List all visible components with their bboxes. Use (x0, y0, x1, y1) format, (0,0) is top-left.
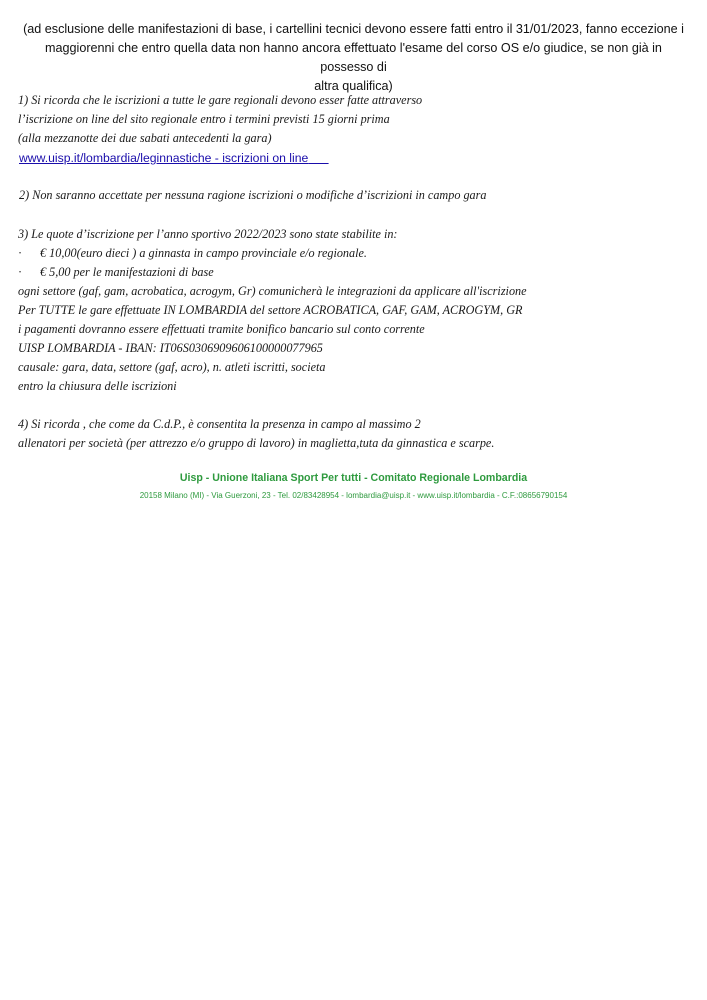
footer-address: 20158 Milano (MI) - Via Guerzoni, 23 - Tel. 02/83428954 - lombardia@uisp.it - www.uisp.it/lombardia - C.F.:08656790154 (139, 491, 568, 500)
section-3-line-9: entro la chiusura delle iscrizioni (18, 379, 177, 393)
link-underline-tail (308, 151, 328, 165)
bullet-dot: · (18, 246, 23, 260)
intro-line-3: altra qualifica) (314, 79, 393, 93)
intro-line-2: maggiorenni che entro quella data non hanno ancora effettuato l'esame del corso OS e/o giudice, se non già in possesso di (45, 41, 662, 74)
section-1-line-1: 1) Si ricorda che le iscrizioni a tutte le gare regionali devono esser fatte attraverso (18, 93, 423, 107)
footer-organization: Uisp - Unione Italiana Sport Per tutti - Comitato Regionale Lombardia (179, 472, 528, 484)
section-1-line-2: l’iscrizione on line del sito regionale entro i termini previsti 15 giorni prima (18, 112, 390, 126)
section-3-line-6: i pagamenti dovranno essere effettuati tramite bonifico bancario sul conto corrente (18, 322, 425, 336)
fee-bullet-2-text: € 5,00 per le manifestazioni di base (40, 265, 214, 279)
section-4-line-1: 4) Si ricorda , che come da C.d.P., è consentita la presenza in campo al massimo 2 (18, 417, 421, 431)
registration-link-line (19, 150, 329, 166)
fee-bullet-2 (18, 264, 214, 280)
section-3-line-5: Per TUTTE le gare effettuate IN LOMBARDIA del settore ACROBATICA, GAF, GAM, ACROGYM, GR (18, 303, 523, 317)
fee-bullet-1 (18, 245, 367, 261)
section-1-line-3: (alla mezzanotte dei due sabati antecedenti la gara) (18, 131, 272, 145)
bullet-dot: · (18, 265, 23, 279)
intro-line-1: (ad esclusione delle manifestazioni di base, i cartellini tecnici devono essere fatti entro il 31/01/2023, fanno eccezione i (23, 22, 684, 36)
section-3-line-4: ogni settore (gaf, gam, acrobatica, acrogym, Gr) comunicherà le integrazioni da applicare all'iscrizione (18, 284, 527, 298)
intro-note (20, 20, 687, 96)
fee-bullet-1-text: € 10,00(euro dieci ) a ginnasta in campo provinciale e/o regionale. (40, 246, 367, 260)
section-3-line-8: causale: gara, data, settore (gaf, acro), n. atleti iscritti, societa (18, 360, 326, 374)
iban-line: UISP LOMBARDIA - IBAN: IT06S0306909606100000077965 (18, 341, 323, 355)
section-4-line-2: allenatori per società (per attrezzo e/o gruppo di lavoro) in maglietta,tuta da ginnastica e scarpe. (18, 436, 495, 450)
section-3-line-1: 3) Le quote d’iscrizione per l’anno sportivo 2022/2023 sono state stabilite in: (18, 227, 398, 241)
section-2-line-1: 2) Non saranno accettate per nessuna ragione iscrizioni o modifiche d’iscrizioni in campo gara (19, 188, 487, 202)
registration-link[interactable]: www.uisp.it/lombardia/leginnastiche - iscrizioni on line (19, 151, 309, 165)
